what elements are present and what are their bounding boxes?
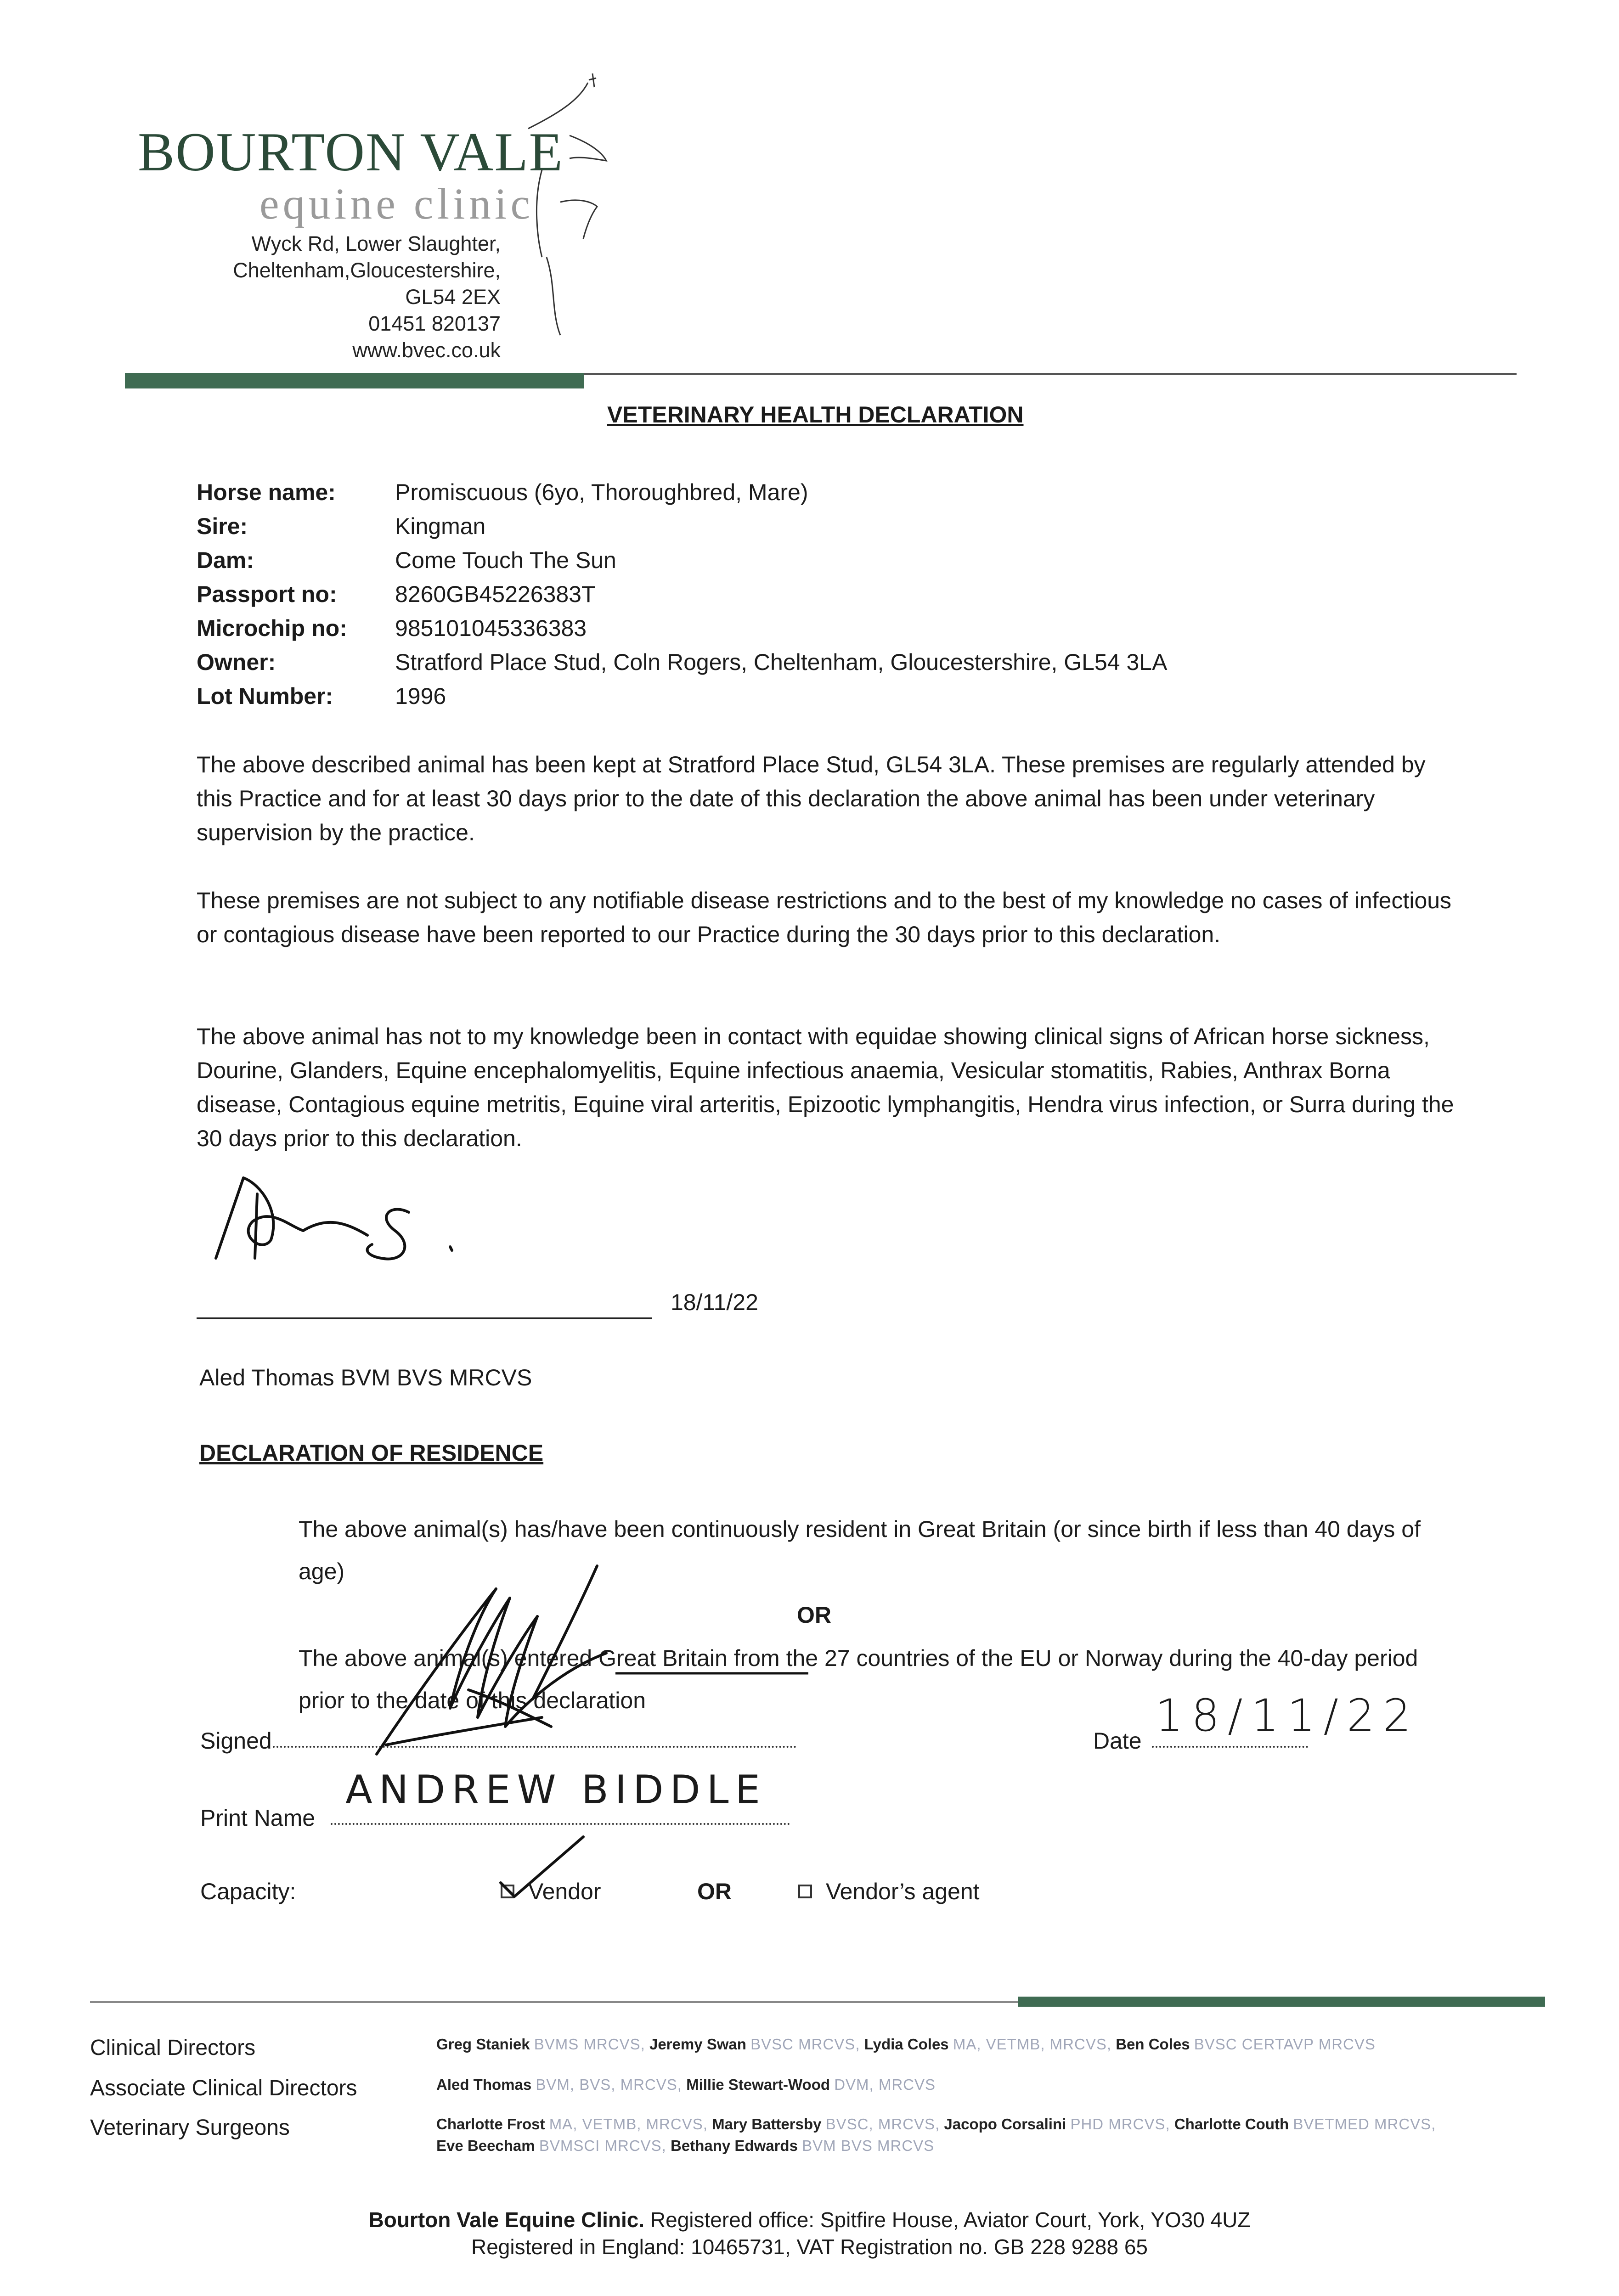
label-microchip: Microchip no: [197,615,347,641]
vet-signature [211,1166,478,1272]
paragraph-premises: The above described animal has been kept at Stratford Place Stud, GL54 3LA. These premises are regularly attended by this Practice and for at least 30 days prior to the date of this declaration the above animal has been under veterinary supervision by the practice. [197,752,1426,845]
capacity-or: OR [697,1879,732,1904]
value-dam: Come Touch The Sun [395,547,616,573]
role-veterinary-surgeons: Veterinary Surgeons [90,2116,290,2140]
staff-quals: DVM, MRCVS [834,2076,936,2093]
label-owner: Owner: [197,649,276,675]
date-field[interactable] [1152,1746,1308,1748]
address-line-2: Cheltenham,Gloucestershire, [233,259,501,282]
value-microchip: 985101045336383 [395,615,587,641]
staff-name: Jeremy Swan [649,2036,746,2053]
staff-name: Lydia Coles [864,2036,949,2053]
staff-quals: BVM, BVS, MRCVS, [536,2076,682,2093]
vet-signature-date: 18/11/22 [671,1289,758,1315]
staff-name: Charlotte Couth [1174,2116,1289,2133]
value-owner: Stratford Place Stud, Coln Rogers, Cheltenham, Gloucestershire, GL54 3LA [395,649,1168,675]
value-sire: Kingman [395,513,486,539]
print-name-label: Print Name [200,1805,316,1831]
registered-office-address: Registered office: Spitfire House, Aviator Court, York, YO30 4UZ [650,2208,1251,2232]
registered-company-name: Bourton Vale Equine Clinic. [368,2208,645,2232]
label-horse-name: Horse name: [197,479,336,505]
footer-rule [90,2001,1018,2003]
residence-option-2: The above animal(s) entered Great Britain from the 27 countries of the EU or Norway during the 40-day period prior to the date of this declaration [299,1645,1418,1713]
horse-logo-icon [501,64,620,358]
vendor-agent-checkbox[interactable] [798,1885,812,1898]
staff-quals: BVSC MRCVS, [750,2036,860,2053]
staff-quals: BVETMED MRCVS, [1293,2116,1436,2133]
address-phone: 01451 820137 [368,312,501,335]
header-rule [584,373,1517,375]
registered-office [0,2207,1619,2232]
vets-list-line-1 [436,2116,1436,2133]
staff-quals: MA, VETMB, MRCVS, [549,2116,708,2133]
staff-quals: BVSC CERTAVP MRCVS [1194,2036,1376,2053]
clinic-subtitle: equine clinic [259,179,534,228]
signed-label: Signed [200,1728,272,1754]
header-green-bar [125,373,584,388]
paragraph-contact: The above animal has not to my knowledge been in contact with equidae showing clinical signs of African horse sickness, Dourine, Glanders, Equine encephalomyelitis, Equine infectious anaemia, Vesicular stomatitis, Rabies, Anthrax Borna disease, Contagious equine metritis, Equine viral arteritis, Epizootic lymphangitis, Hendra virus infection, or Surra during the 30 days prior to this declaration. [197,1024,1454,1151]
staff-quals: PHD MRCVS, [1070,2116,1170,2133]
staff-quals: MA, VETMB, MRCVS, [953,2036,1112,2053]
strikethrough-mark [615,1670,808,1677]
staff-name: Millie Stewart-Wood [686,2076,830,2093]
label-lot-number: Lot Number: [197,683,333,709]
clinical-directors-list [436,2036,1376,2053]
label-passport: Passport no: [197,581,337,607]
residence-or: OR [797,1602,831,1628]
address-website[interactable]: www.bvec.co.uk [352,338,501,362]
address-line-3: GL54 2EX [405,285,501,309]
staff-name: Greg Staniek [436,2036,530,2053]
vendor-option-label: Vendor [528,1879,601,1904]
vet-name: Aled Thomas BVM BVS MRCVS [199,1365,532,1390]
value-passport: 8260GB45226383T [395,581,596,607]
label-sire: Sire: [197,513,248,539]
associate-directors-list [436,2076,936,2093]
staff-quals: BVM BVS MRCVS [802,2137,935,2154]
address-line-1: Wyck Rd, Lower Slaughter, [251,232,501,255]
staff-name: Mary Battersby [712,2116,822,2133]
footer-green-bar [1018,1997,1545,2007]
handwritten-date: 18/11/22 [1155,1690,1420,1741]
staff-name: Bethany Edwards [671,2137,798,2154]
page-title: VETERINARY HEALTH DECLARATION [607,402,1024,428]
paragraph-disease: These premises are not subject to any notifiable disease restrictions and to the best of my knowledge no cases of infectious or contagious disease have been reported to our Practice during the 30 days prior to this declaration. [197,888,1452,947]
staff-name: Charlotte Frost [436,2116,545,2133]
vet-signature-line [197,1317,652,1319]
role-associate-directors: Associate Clinical Directors [90,2076,357,2100]
residence-heading: DECLARATION OF RESIDENCE [199,1440,544,1466]
staff-name: Eve Beecham [436,2137,535,2154]
registered-company-number: Registered in England: 10465731, VAT Registration no. GB 228 9288 65 [471,2235,1148,2259]
staff-name: Aled Thomas [436,2076,532,2093]
date-label: Date [1093,1728,1142,1754]
capacity-label: Capacity: [200,1879,296,1904]
role-clinical-directors: Clinical Directors [90,2036,256,2060]
value-lot-number: 1996 [395,683,446,709]
vets-list-line-2 [436,2137,934,2155]
vendor-signature [358,1561,615,1763]
staff-name: Ben Coles [1116,2036,1190,2053]
staff-quals: BVSC, MRCVS, [825,2116,940,2133]
label-dam: Dam: [197,547,254,573]
handwritten-print-name: ANDREW BIDDLE [345,1767,767,1813]
staff-quals: BVMSCI MRCVS, [539,2137,666,2154]
value-horse-name: Promiscuous (6yo, Thoroughbred, Mare) [395,479,808,505]
staff-name: Jacopo Corsalini [944,2116,1066,2133]
residence-option-1: The above animal(s) has/have been continuously resident in Great Britain (or since birth if less than 40 days of age) [299,1516,1421,1584]
staff-quals: BVMS MRCVS, [534,2036,645,2053]
print-name-field[interactable] [331,1823,790,1825]
clinic-name: BOURTON VALE [138,121,564,182]
vendor-agent-label: Vendor’s agent [826,1879,980,1904]
